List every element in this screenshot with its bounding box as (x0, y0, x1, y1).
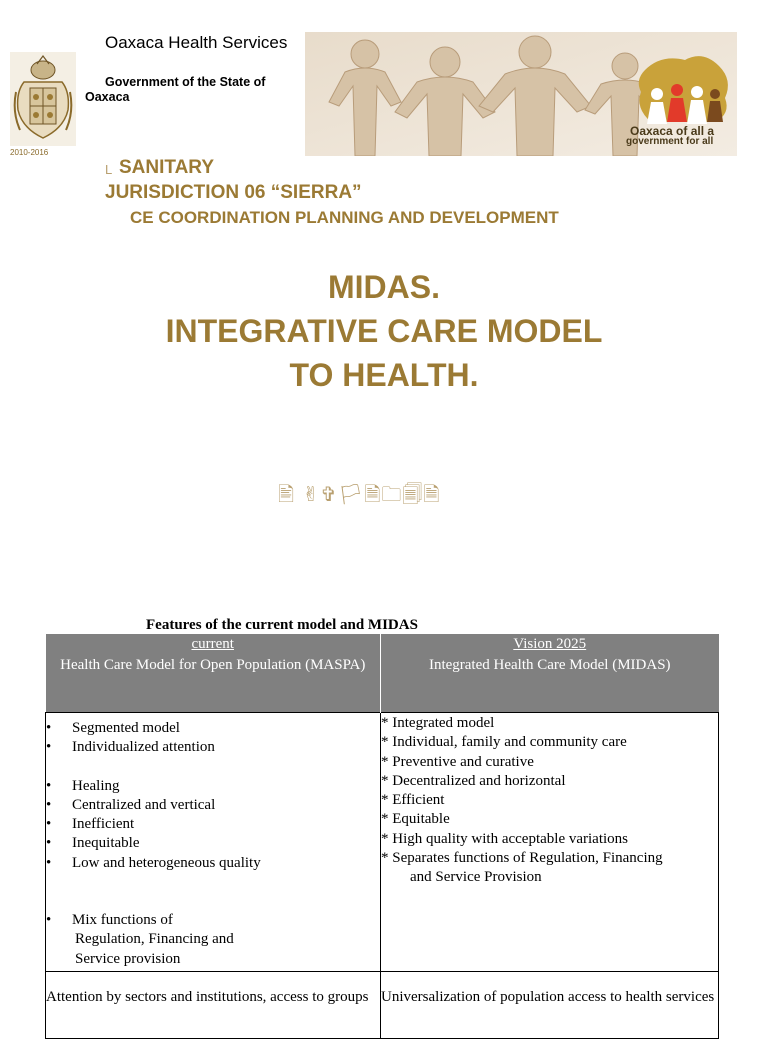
jurisdiction-line2: JURISDICTION 06 “SIERRA” (105, 182, 362, 203)
list-item: • Centralized and vertical (46, 796, 380, 815)
table-header-row (46, 634, 719, 713)
header-vision-label: Vision 2025 (513, 636, 587, 652)
banner-tagline: Oaxaca of all a (630, 124, 715, 138)
list-item: • Low and heterogeneous quality (46, 854, 380, 873)
jurisdiction-line3: CE COORDINATION PLANNING AND DEVELOPMENT (130, 208, 559, 227)
org-subtitle (85, 75, 300, 105)
org-subtitle-line2: Oaxaca (85, 90, 130, 104)
list-item: • Individualized attention (46, 738, 380, 757)
header-vision-body: Integrated Health Care Model (MIDAS) (428, 657, 671, 673)
list-item: * Equitable (381, 811, 450, 828)
midas-features-cell (381, 713, 719, 972)
jurisdiction-mark: L (105, 162, 113, 177)
list-item: • Segmented model (46, 719, 380, 738)
list-item-continuation: and Service Provision (410, 869, 542, 886)
access-midas-cell: Universalization of population access to health services (381, 972, 719, 1039)
org-name: Oaxaca Health Services (105, 33, 288, 52)
title-line1: MIDAS. (328, 269, 440, 305)
current-features-cell (46, 713, 381, 972)
header-vision (381, 634, 719, 713)
jurisdiction-line1: SANITARY (119, 157, 214, 178)
list-item: • Mix functions of (46, 911, 380, 930)
table-row (46, 972, 719, 1039)
list-item: • Inequitable (46, 834, 380, 853)
list-item: * Efficient (381, 792, 445, 809)
list-item: • Healing (46, 777, 380, 796)
list-item: * Separates functions of Regulation, Financing (381, 850, 663, 867)
list-item: * High quality with acceptable variations (381, 830, 629, 847)
table-caption: Features of the current model and MIDAS (146, 617, 418, 633)
list-item-continuation: Service provision (75, 950, 181, 967)
header-current-body: Health Care Model for Open Population (MASPA) (60, 657, 366, 673)
list-item-continuation: Regulation, Financing and (75, 931, 234, 948)
banner-tagline-sub: government for all (626, 136, 714, 147)
header-current-label: current (191, 636, 234, 652)
symbol-glyphs: 🖹 ✌✞🏳🗎🗀🗐🗎 (278, 482, 441, 506)
midas-features-list (381, 713, 718, 888)
seal-years: 2010-2016 (10, 148, 49, 157)
list-spacer (46, 873, 380, 911)
access-current-cell: Attention by sectors and institutions, access to groups (46, 972, 381, 1039)
state-seal-logo (10, 52, 76, 146)
list-spacer (46, 758, 380, 777)
org-subtitle-line1: Government of the State of (105, 75, 266, 89)
comparison-table (45, 634, 719, 1039)
table-row (46, 713, 719, 972)
document-title (0, 265, 768, 397)
current-features-list (46, 713, 380, 969)
list-item: * Decentralized and horizontal (381, 772, 566, 789)
list-item: * Integrated model (381, 715, 495, 731)
list-item: * Preventive and curative (381, 753, 534, 770)
list-item: * Individual, family and community care (381, 734, 627, 751)
oaxaca-logo (639, 56, 728, 124)
title-line2: INTEGRATIVE CARE MODEL (165, 313, 603, 349)
list-item: • Inefficient (46, 815, 380, 834)
header-current (46, 634, 381, 713)
title-line3: TO HEALTH. (289, 357, 479, 393)
